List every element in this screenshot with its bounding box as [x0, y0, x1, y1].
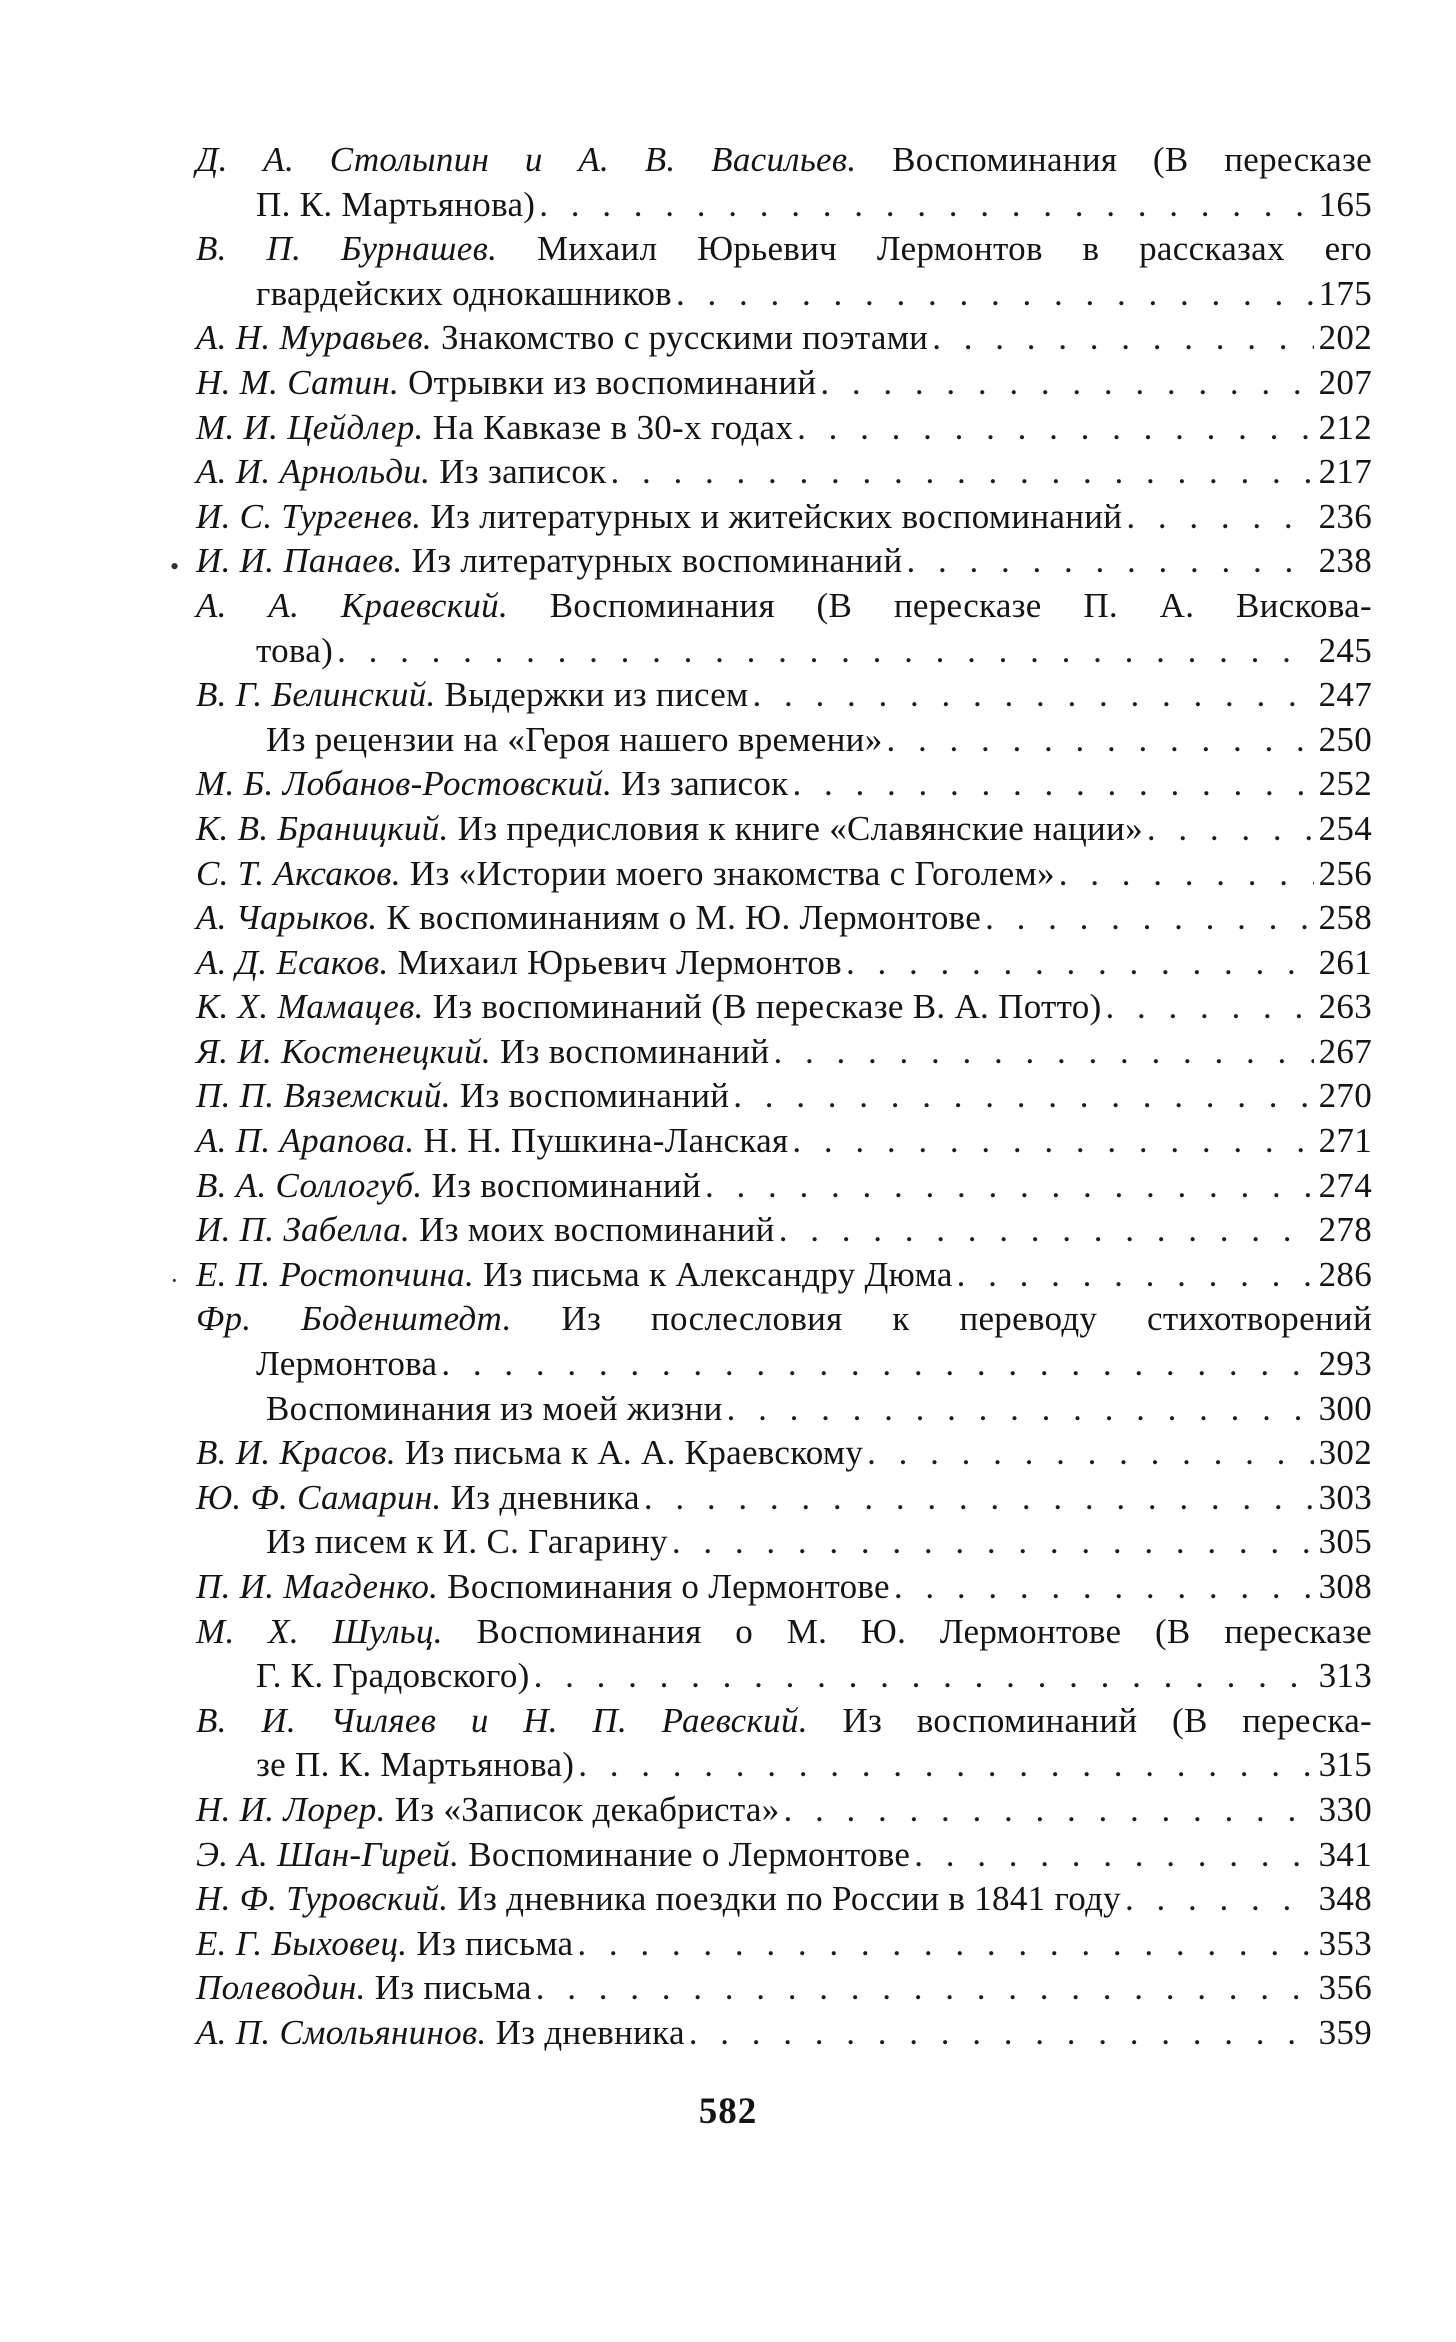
toc-page-number: 330 [1318, 1789, 1372, 1829]
dot-leader [883, 718, 1314, 763]
toc-author: Полеводин. [196, 1968, 366, 2008]
toc-author: Н. И. Лорер. [196, 1789, 386, 1829]
toc-author: Фр. Боденштедт. [196, 1299, 512, 1339]
toc-title-continuation: Г. К. Градовского) [256, 1656, 530, 1696]
toc-title: Воспоминания о М. Ю. Лермонтове (В пересказе [476, 1611, 1372, 1651]
toc-title: Воспоминания о Лермонтове [447, 1567, 890, 1606]
toc-entry [196, 1164, 1372, 1209]
dot-leader [928, 316, 1314, 361]
toc-author: В. Г. Белинский. [196, 675, 436, 715]
toc-entry [196, 1387, 1372, 1432]
toc-author: Е. Г. Быховец. [196, 1923, 408, 1963]
toc-author: И. И. Панаев. [196, 541, 403, 581]
toc-title: Из воспоминаний [459, 1076, 730, 1116]
toc-page-number: 245 [1318, 630, 1372, 670]
toc-page-number: 356 [1318, 1968, 1372, 2008]
dot-leader [672, 272, 1314, 317]
toc-author: А. Д. Есаков. [196, 942, 389, 982]
dot-leader [981, 896, 1314, 941]
toc-page-number: 165 [1318, 184, 1372, 224]
toc-title: Из воспоминаний (В переска- [842, 1700, 1372, 1740]
dot-leader [1122, 495, 1314, 540]
toc-page-number: 254 [1318, 808, 1372, 848]
toc-entry [196, 718, 1372, 763]
toc-page-number: 308 [1318, 1567, 1372, 1606]
toc-author: Я. И. Костенецкий. [196, 1031, 491, 1071]
dot-leader [573, 1922, 1314, 1967]
dot-leader [607, 450, 1315, 495]
toc-entry [196, 450, 1372, 495]
toc-title: Из письма [416, 1923, 574, 1963]
toc-author: Д. А. Столыпин и А. В. Васильев. [196, 140, 857, 179]
toc-page-number: 175 [1318, 273, 1372, 313]
dot-leader [333, 629, 1314, 674]
dot-leader [574, 1743, 1314, 1788]
toc-page-number: 238 [1318, 541, 1372, 581]
toc-author: В. П. Бурнашев. [196, 229, 498, 269]
toc-entry [196, 941, 1372, 986]
dot-leader [749, 673, 1315, 718]
toc-title: Из воспоминаний (В пересказе В. А. Потто) [432, 987, 1102, 1027]
toc-page-number: 315 [1318, 1745, 1372, 1785]
dot-leader [668, 1520, 1314, 1565]
toc-title: Из послесловия к переводу стихотворений [561, 1299, 1372, 1339]
toc-entry [196, 495, 1372, 540]
toc-author: М. Х. Шульц. [196, 1611, 443, 1651]
toc-title: Из записок [621, 764, 789, 804]
dot-leader [532, 1966, 1314, 2011]
toc-page-number: 348 [1318, 1879, 1372, 1919]
toc-title: Из дневника поездки по России в 1841 году [457, 1879, 1121, 1919]
toc-title: Из «Записок декабриста» [394, 1789, 780, 1829]
toc-author: А. Н. Муравьев. [196, 318, 432, 358]
toc-page-number: 278 [1318, 1210, 1372, 1250]
toc-page-number: 271 [1318, 1121, 1372, 1161]
toc-entry [196, 1788, 1372, 1833]
dot-leader [1121, 1877, 1314, 1922]
toc-author: И. С. Тургенев. [196, 496, 422, 536]
toc-page-number: 263 [1318, 987, 1372, 1027]
toc-author: В. А. Соллогуб. [196, 1165, 423, 1205]
dot-leader [1055, 852, 1314, 897]
toc-title: Из литературных воспоминаний [411, 541, 903, 581]
toc-author: П. И. Магденко. [196, 1567, 439, 1606]
toc-entry [170, 539, 1372, 584]
dot-leader [640, 1476, 1314, 1521]
toc-entry [196, 1074, 1372, 1119]
dot-leader [729, 1074, 1314, 1119]
toc-author: М. Б. Лобанов-Ростовский. [196, 764, 613, 804]
toc-entry [196, 1699, 1372, 1788]
toc-author: А. П. Смольянинов. [196, 2012, 487, 2052]
toc-entry [196, 762, 1372, 807]
toc-title: Воспоминания (В пересказе П. А. Вискова- [549, 585, 1372, 625]
dot-leader [701, 1164, 1314, 1209]
toc-entry [196, 1966, 1372, 2011]
toc-title: Из записок [439, 452, 607, 492]
toc-page-number: 300 [1318, 1388, 1372, 1428]
toc-title: Воспоминание о Лермонтове [468, 1834, 911, 1874]
toc-entry [196, 138, 1372, 227]
dot-leader [535, 183, 1314, 228]
toc-entry [196, 1565, 1372, 1610]
table-of-contents [170, 138, 1372, 2056]
margin-mark: • [170, 552, 180, 582]
margin-mark: · [170, 1265, 179, 1295]
toc-entry [196, 896, 1372, 941]
toc-page-number: 258 [1318, 898, 1372, 938]
toc-page-number: 267 [1318, 1031, 1372, 1071]
toc-title: Из моих воспоминаний [419, 1210, 775, 1250]
toc-page-number: 341 [1318, 1834, 1372, 1874]
toc-entry [196, 1833, 1372, 1878]
toc-entry [196, 406, 1372, 451]
toc-page-number: 252 [1318, 764, 1372, 804]
dot-leader [1143, 807, 1314, 852]
toc-page-number: 303 [1318, 1477, 1372, 1517]
toc-entry [196, 316, 1372, 361]
toc-entry [196, 1431, 1372, 1476]
dot-leader [769, 1030, 1314, 1075]
toc-title: Из письма [374, 1968, 532, 2008]
toc-page-number: 207 [1318, 362, 1372, 402]
toc-author: Ю. Ф. Самарин. [196, 1477, 442, 1517]
toc-author: А. И. Арнольди. [196, 452, 431, 492]
toc-title: Н. Н. Пушкина-Ланская [423, 1121, 789, 1161]
toc-author: К. Х. Мамацев. [196, 987, 424, 1027]
toc-entry [196, 1208, 1372, 1253]
toc-entry [196, 1877, 1372, 1922]
toc-title: Из письма к А. А. Краевскому [404, 1433, 864, 1473]
dot-leader [685, 2011, 1314, 2056]
toc-page-number: 250 [1318, 719, 1372, 759]
toc-page-number: 202 [1318, 318, 1372, 358]
toc-title: Выдержки из писем [444, 675, 749, 715]
toc-title: Из предисловия к книге «Славянские нации» [457, 808, 1143, 848]
toc-entry [196, 2011, 1372, 2056]
toc-title-continuation: зе П. К. Мартьянова) [256, 1745, 575, 1785]
dot-leader [842, 941, 1314, 986]
toc-author: Е. П. Ростопчина. [196, 1254, 474, 1294]
toc-author: Н. М. Сатин. [196, 362, 400, 402]
toc-author: А. А. Краевский. [196, 585, 509, 625]
dot-leader [775, 1208, 1314, 1253]
toc-entry [196, 1476, 1372, 1521]
toc-entry [196, 1520, 1372, 1565]
dot-leader [530, 1654, 1314, 1699]
toc-title: Воспоминания (В пересказе [892, 140, 1372, 179]
toc-page-number: 359 [1318, 2012, 1372, 2052]
toc-entry [196, 361, 1372, 406]
dot-leader [863, 1431, 1314, 1476]
dot-leader [953, 1253, 1314, 1298]
toc-author: А. Чарыков. [196, 898, 378, 938]
toc-title: Из писем к И. С. Гагарину [266, 1522, 668, 1562]
toc-page-number: 217 [1318, 452, 1372, 492]
toc-page-number: 247 [1318, 675, 1372, 715]
toc-title-continuation: това) [256, 630, 334, 670]
toc-title: Из дневника [495, 2012, 685, 2052]
toc-entry [196, 807, 1372, 852]
toc-entry [196, 985, 1372, 1030]
toc-author: М. И. Цейдлер. [196, 407, 424, 447]
toc-title: Михаил Юрьевич Лермонтов [397, 942, 843, 982]
page-number: 582 [698, 2091, 758, 2132]
toc-author: Н. Ф. Туровский. [196, 1879, 449, 1919]
toc-author: С. Т. Аксаков. [196, 853, 401, 893]
toc-title: Из письма к Александру Дюма [483, 1254, 953, 1294]
toc-title-continuation: гвардейских однокашников [256, 273, 672, 313]
toc-title: Из рецензии на «Героя нашего времени» [266, 719, 883, 759]
toc-page-number: 305 [1318, 1522, 1372, 1562]
dot-leader [780, 1788, 1315, 1833]
dot-leader [816, 361, 1314, 406]
dot-leader [910, 1833, 1314, 1878]
toc-title: К воспоминаниям о М. Ю. Лермонтове [386, 898, 982, 938]
toc-author: В. И. Чиляев и Н. П. Раевский. [196, 1700, 808, 1740]
toc-page-number: 313 [1318, 1656, 1372, 1696]
toc-entry [196, 1119, 1372, 1164]
toc-entry [196, 1297, 1372, 1386]
toc-entry [196, 1922, 1372, 1967]
toc-entry [170, 1253, 1372, 1298]
dot-leader [437, 1342, 1314, 1387]
toc-page-number: 302 [1318, 1433, 1372, 1473]
toc-title-continuation: П. К. Мартьянова) [256, 184, 536, 224]
toc-page-number: 212 [1318, 407, 1372, 447]
toc-entry [196, 584, 1372, 673]
dot-leader [902, 539, 1314, 584]
toc-entry [196, 1030, 1372, 1075]
toc-page-number: 293 [1318, 1344, 1372, 1384]
toc-title: Из воспоминаний [500, 1031, 770, 1071]
dot-leader [789, 762, 1315, 807]
toc-author: К. В. Браницкий. [196, 808, 449, 848]
toc-author: И. П. Забелла. [196, 1210, 411, 1250]
toc-author: Э. А. Шан-Гирей. [196, 1834, 460, 1874]
toc-title: Отрывки из воспоминаний [408, 362, 817, 402]
toc-page-number: 261 [1318, 942, 1372, 982]
toc-title-continuation: Лермонтова [256, 1344, 438, 1384]
toc-title: Из воспоминаний [431, 1165, 701, 1205]
toc-entry [196, 673, 1372, 718]
toc-page-number: 236 [1318, 496, 1372, 536]
dot-leader [723, 1387, 1314, 1432]
dot-leader [1102, 985, 1314, 1030]
toc-page-number: 353 [1318, 1923, 1372, 1963]
toc-title: На Кавказе в 30-х годах [432, 407, 794, 447]
toc-page-number: 286 [1318, 1254, 1372, 1294]
toc-title: Михаил Юрьевич Лермонтов в рассказах его [536, 229, 1372, 269]
toc-page-number: 274 [1318, 1165, 1372, 1205]
toc-page-number: 256 [1318, 853, 1372, 893]
dot-leader [788, 1119, 1314, 1164]
toc-title: Из дневника [450, 1477, 640, 1517]
toc-entry [196, 227, 1372, 316]
toc-title: Из литературных и житейских воспоминаний [430, 496, 1123, 536]
toc-author: В. И. Красов. [196, 1433, 396, 1473]
toc-page-number: 270 [1318, 1076, 1372, 1116]
toc-title: Знакомство с русскими поэтами [441, 318, 929, 358]
toc-entry [196, 1610, 1372, 1699]
toc-entry [196, 852, 1372, 897]
dot-leader [793, 406, 1314, 451]
toc-author: П. П. Вяземский. [196, 1076, 451, 1116]
toc-title: Воспоминания из моей жизни [266, 1388, 723, 1428]
dot-leader [890, 1565, 1314, 1610]
toc-title: Из «Истории моего знакомства с Гоголем» [409, 853, 1055, 893]
toc-author: А. П. Арапова. [196, 1121, 415, 1161]
